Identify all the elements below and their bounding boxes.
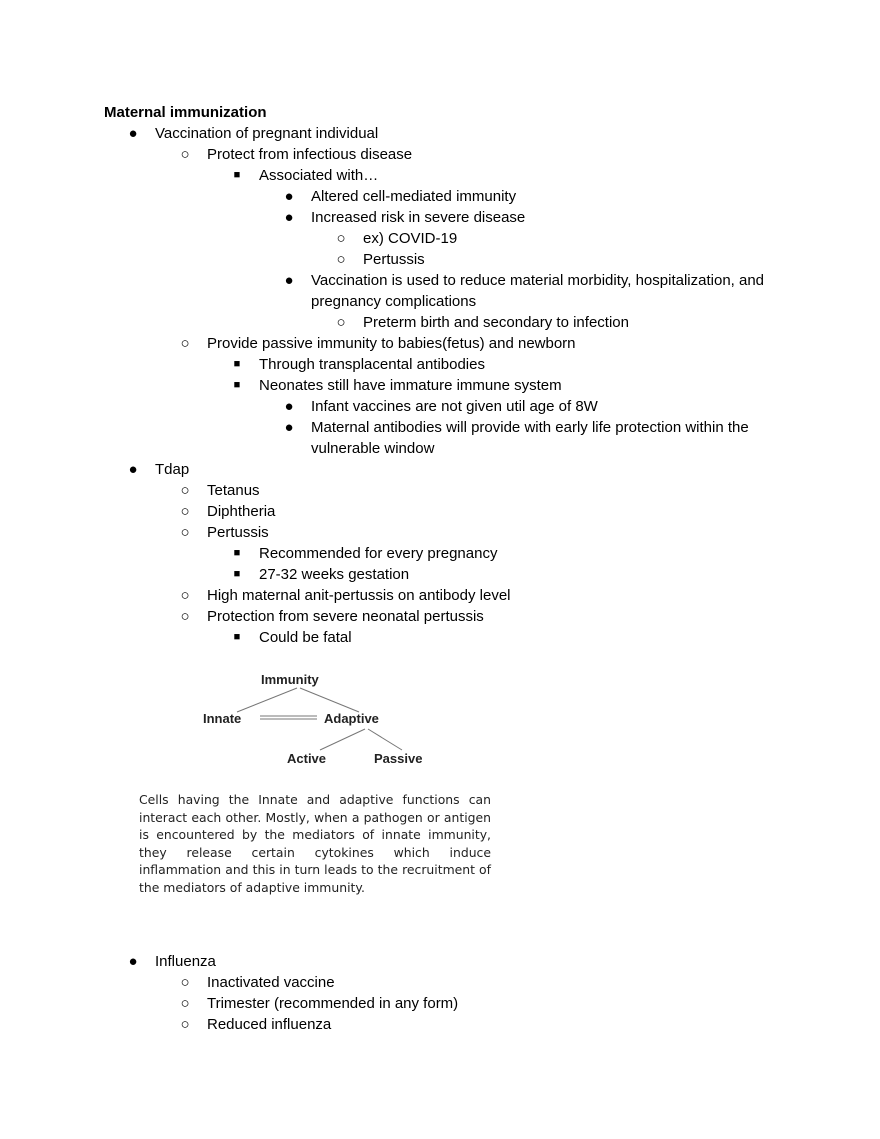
list-item [0, 207, 790, 228]
square-bullet-icon: ■ [233, 379, 241, 391]
filled-bullet-icon: ○ [336, 314, 346, 331]
hollow-bullet-icon: ○ [180, 1016, 190, 1033]
hollow-bullet-icon: ○ [180, 503, 190, 520]
node-active: Active [287, 751, 327, 766]
list-item-text: Recommended for every pregnancy [259, 545, 498, 562]
list-item-text: Associated with… [259, 167, 379, 184]
list-item [0, 564, 790, 585]
hollow-bullet-icon: ● [284, 209, 294, 226]
list-item-text: Could be fatal [259, 629, 352, 646]
hollow-bullet-icon: ○ [180, 524, 190, 541]
hollow-bullet-icon: ○ [180, 146, 190, 163]
node-innate: Innate [203, 711, 242, 726]
list-item [0, 627, 790, 648]
list-item [0, 333, 790, 354]
hollow-bullet-icon: ● [284, 419, 294, 436]
list-item [0, 144, 790, 165]
immunity-diagram-image [137, 665, 497, 901]
hollow-bullet-icon: ○ [180, 608, 190, 625]
immunity-tree [137, 665, 497, 790]
filled-bullet-icon: ● [128, 461, 138, 478]
list-item-text: Protection from severe neonatal pertussis [207, 608, 484, 625]
list-item-text: Preterm birth and secondary to infection [363, 314, 629, 331]
list-item-text: Through transplacental antibodies [259, 356, 485, 373]
list-item-text: Provide passive immunity to babies(fetus) and newborn [207, 335, 576, 352]
list-item [0, 228, 790, 249]
list-item [0, 501, 790, 522]
list-item [0, 951, 790, 972]
filled-bullet-icon: ○ [336, 230, 346, 247]
list-item-text: 27-32 weeks gestation [259, 566, 410, 583]
list-item [0, 480, 790, 501]
bullet-list [0, 123, 790, 648]
list-item [0, 165, 790, 186]
list-item [0, 123, 790, 144]
list-item-text: Infant vaccines are not given util age of 8W [311, 398, 598, 415]
heading-maternal-immunization: Maternal immunization [104, 104, 267, 121]
list-item-text: Tdap [155, 461, 190, 478]
node-adaptive: Adaptive [324, 711, 379, 726]
list-item-text: Pertussis [363, 251, 425, 268]
list-item-text: Inactivated vaccine [207, 974, 335, 991]
filled-bullet-icon: ● [128, 953, 138, 970]
hollow-bullet-icon: ● [284, 188, 294, 205]
square-bullet-icon: ■ [233, 568, 241, 580]
list-item-text: Maternal antibodies will provide with early life protection within the vulnerable window [311, 419, 749, 457]
list-item-text: Neonates still have immature immune system [259, 377, 562, 394]
list-item [0, 993, 790, 1014]
list-item [0, 417, 790, 459]
list-item [0, 585, 790, 606]
list-item [0, 543, 790, 564]
list-item-text: ex) COVID-19 [363, 230, 458, 247]
list-item [0, 459, 790, 480]
diagram-caption: Cells having the Innate and adaptive functions can interact each other. Mostly, when a pathogen or antigen is encountered by the mediators of innate immunity, they release certain cytokines which induce inflammation and this in turn leads to the recruitment of the mediators of adaptive immunity. [139, 792, 491, 895]
list-item-text: Trimester (recommended in any form) [207, 995, 459, 1012]
square-bullet-icon: ■ [233, 631, 241, 643]
list-item [0, 249, 790, 270]
list-item [0, 606, 790, 627]
list-item-text: Vaccination of pregnant individual [155, 125, 379, 142]
square-bullet-icon: ■ [233, 169, 241, 181]
list-item-text: Diphtheria [207, 503, 276, 520]
bullet-list [0, 951, 790, 1035]
list-item [0, 396, 790, 417]
list-item-text: Pertussis [207, 524, 269, 541]
list-item-text: Protect from infectious disease [207, 146, 413, 163]
hollow-bullet-icon: ● [284, 272, 294, 289]
list-item [0, 354, 790, 375]
node-passive: Passive [374, 751, 423, 766]
list-item-text: Tetanus [207, 482, 260, 499]
hollow-bullet-icon: ○ [180, 335, 190, 352]
hollow-bullet-icon: ○ [180, 974, 190, 991]
hollow-bullet-icon: ○ [180, 587, 190, 604]
list-item-text: Vaccination is used to reduce material morbidity, hospitalization, and pregnancy complications [311, 272, 765, 310]
filled-bullet-icon: ○ [336, 251, 346, 268]
list-item [0, 186, 790, 207]
list-item [0, 1014, 790, 1035]
list-item [0, 522, 790, 543]
list-item-text: Increased risk in severe disease [311, 209, 526, 226]
filled-bullet-icon: ● [128, 125, 138, 142]
list-item [0, 972, 790, 993]
hollow-bullet-icon: ○ [180, 482, 190, 499]
list-item [0, 375, 790, 396]
list-item [0, 312, 790, 333]
list-item-text: High maternal anit-pertussis on antibody level [207, 587, 511, 604]
list-item-text: Influenza [155, 953, 216, 970]
list-item [0, 270, 790, 312]
node-immunity: Immunity [261, 672, 319, 687]
hollow-bullet-icon: ○ [180, 995, 190, 1012]
hollow-bullet-icon: ● [284, 398, 294, 415]
square-bullet-icon: ■ [233, 358, 241, 370]
list-item-text: Reduced influenza [207, 1016, 332, 1033]
list-item-text: Altered cell-mediated immunity [311, 188, 517, 205]
square-bullet-icon: ■ [233, 547, 241, 559]
